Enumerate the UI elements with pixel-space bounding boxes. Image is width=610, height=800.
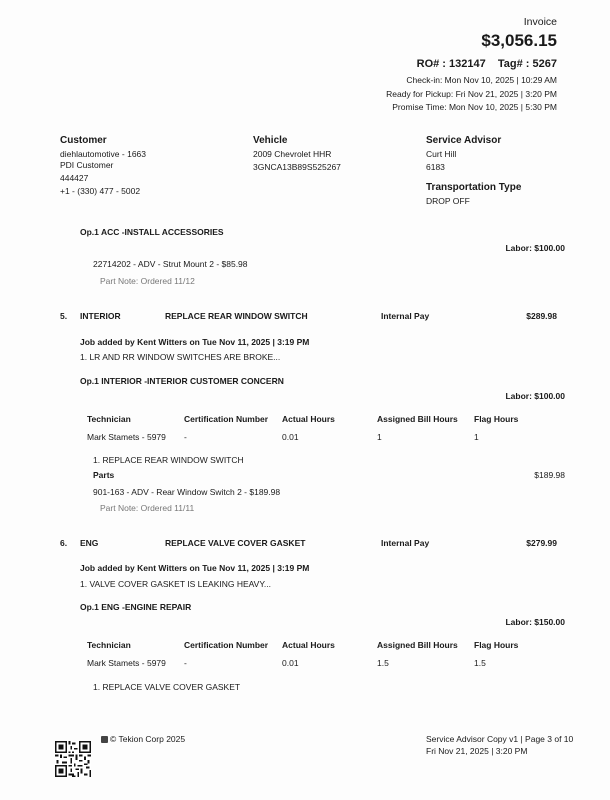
job6-added: Job added by Kent Witters on Tue Nov 11, 2025 | 3:19 PM — [80, 563, 310, 573]
job5-code: INTERIOR — [80, 311, 121, 321]
job5-price: $289.98 — [526, 311, 557, 321]
job5-number: 5. — [60, 311, 68, 321]
job5-parts-label: Parts — [93, 470, 115, 480]
job6-pay-type: Internal Pay — [381, 538, 430, 548]
ro-label: RO# : — [416, 58, 446, 70]
job6-price: $279.99 — [526, 538, 557, 548]
customer-label: Customer — [60, 135, 107, 146]
op-acc-title-text: Op.1 ACC -INSTALL ACCESSORIES — [80, 227, 224, 237]
job5-added: Job added by Kent Witters on Tue Nov 11, 2025 | 3:19 PM — [80, 337, 310, 347]
job5-concern: 1. LR AND RR WINDOW SWITCHES ARE BROKE... — [80, 352, 281, 362]
promise-time: Promise Time: Mon Nov 10, 2025 | 5:30 PM — [392, 102, 557, 112]
job5-part: 901-163 - ADV - Rear Window Switch 2 - $189.98 — [93, 487, 281, 497]
job6-td-technician: Mark Stamets - 5979 — [87, 658, 166, 668]
job6-step: 1. REPLACE VALVE COVER GASKET — [93, 682, 241, 692]
op-acc-part-note: Part Note: Ordered 11/12 — [100, 276, 195, 286]
job6-td-actual-hours: 0.01 — [282, 658, 299, 668]
job6-th-actual-hours: Actual Hours — [282, 640, 335, 650]
customer-name: diehlautomotive - 1663 — [60, 149, 147, 159]
job6-th-certification: Certification Number — [184, 640, 269, 650]
ro-value: 132147 — [449, 58, 486, 70]
job5-th-flag-hours: Flag Hours — [474, 414, 519, 424]
job5-th-actual-hours: Actual Hours — [282, 414, 335, 424]
job5-th-assigned-bill-hours: Assigned Bill Hours — [377, 414, 458, 424]
vehicle-label: Vehicle — [253, 135, 288, 146]
advisor-name: Curt Hill — [426, 149, 457, 159]
job5-op-text: Op.1 INTERIOR -INTERIOR CUSTOMER CONCERN — [80, 376, 284, 386]
job6-td-certification: - — [184, 658, 187, 668]
tag-label: Tag# : — [497, 58, 530, 70]
footer-printed-time: Fri Nov 21, 2025 | 3:20 PM — [426, 746, 528, 756]
customer-number: 444427 — [60, 173, 89, 183]
transport-value: DROP OFF — [426, 196, 470, 206]
job6-concern: 1. VALVE COVER GASKET IS LEAKING HEAVY... — [80, 579, 272, 589]
job6-th-flag-hours: Flag Hours — [474, 640, 519, 650]
footer-copy-info: Service Advisor Copy v1 | Page 3 of 10 — [426, 734, 574, 744]
op-acc-part: 22714202 - ADV - Strut Mount 2 - $85.98 — [93, 259, 248, 269]
job6-td-assigned-bill-hours: 1.5 — [377, 658, 389, 668]
ro-tag-line — [417, 58, 557, 70]
job6-th-technician: Technician — [87, 640, 131, 650]
footer-copyright-text: © Tekion Corp 2025 — [110, 734, 186, 744]
job5-td-actual-hours: 0.01 — [282, 432, 299, 442]
op-acc-title — [80, 227, 224, 237]
job6-op-text: Op.1 ENG -ENGINE REPAIR — [80, 602, 192, 612]
job5-part-note: Part Note: Ordered 11/11 — [100, 503, 195, 513]
op-acc-labor: Labor: $100.00 — [505, 243, 565, 253]
ready-time: Ready for Pickup: Fri Nov 21, 2025 | 3:20 PM — [386, 89, 557, 99]
job6-code: ENG — [80, 538, 99, 548]
job6-description: REPLACE VALVE COVER GASKET — [165, 538, 306, 548]
job5-td-certification: - — [184, 432, 187, 442]
qr-code-icon — [55, 741, 91, 777]
job5-description: REPLACE REAR WINDOW SWITCH — [165, 311, 308, 321]
job5-pay-type: Internal Pay — [381, 311, 430, 321]
customer-phone: +1 - (330) 477 - 5002 — [60, 186, 141, 196]
job5-td-technician: Mark Stamets - 5979 — [87, 432, 166, 442]
advisor-label: Service Advisor — [426, 135, 502, 146]
job5-td-assigned-bill-hours: 1 — [377, 432, 382, 442]
job6-labor: Labor: $150.00 — [505, 617, 565, 627]
checkin-time: Check-in: Mon Nov 10, 2025 | 10:29 AM — [406, 75, 557, 85]
footer-copyright — [101, 734, 185, 744]
job6-td-flag-hours: 1.5 — [474, 658, 486, 668]
vehicle-vin: 3GNCA13B89S525267 — [253, 162, 341, 172]
vehicle-model: 2009 Chevrolet HHR — [253, 149, 332, 159]
invoice-title: Invoice — [523, 16, 557, 28]
job6-number: 6. — [60, 538, 68, 548]
job5-step: 1. REPLACE REAR WINDOW SWITCH — [93, 455, 244, 465]
customer-type: PDI Customer — [60, 160, 114, 170]
tekion-logo-icon — [101, 736, 108, 743]
job5-th-certification: Certification Number — [184, 414, 269, 424]
job5-th-technician: Technician — [87, 414, 131, 424]
invoice-amount: $3,056.15 — [481, 31, 557, 50]
job5-parts-total: $189.98 — [534, 470, 565, 480]
job5-op — [80, 376, 284, 386]
job6-th-assigned-bill-hours: Assigned Bill Hours — [377, 640, 458, 650]
advisor-id: 6183 — [426, 162, 445, 172]
transport-label: Transportation Type — [426, 182, 522, 193]
tag-value: 5267 — [532, 58, 557, 70]
job5-labor: Labor: $100.00 — [505, 391, 565, 401]
job6-op — [80, 602, 191, 612]
job5-td-flag-hours: 1 — [474, 432, 479, 442]
